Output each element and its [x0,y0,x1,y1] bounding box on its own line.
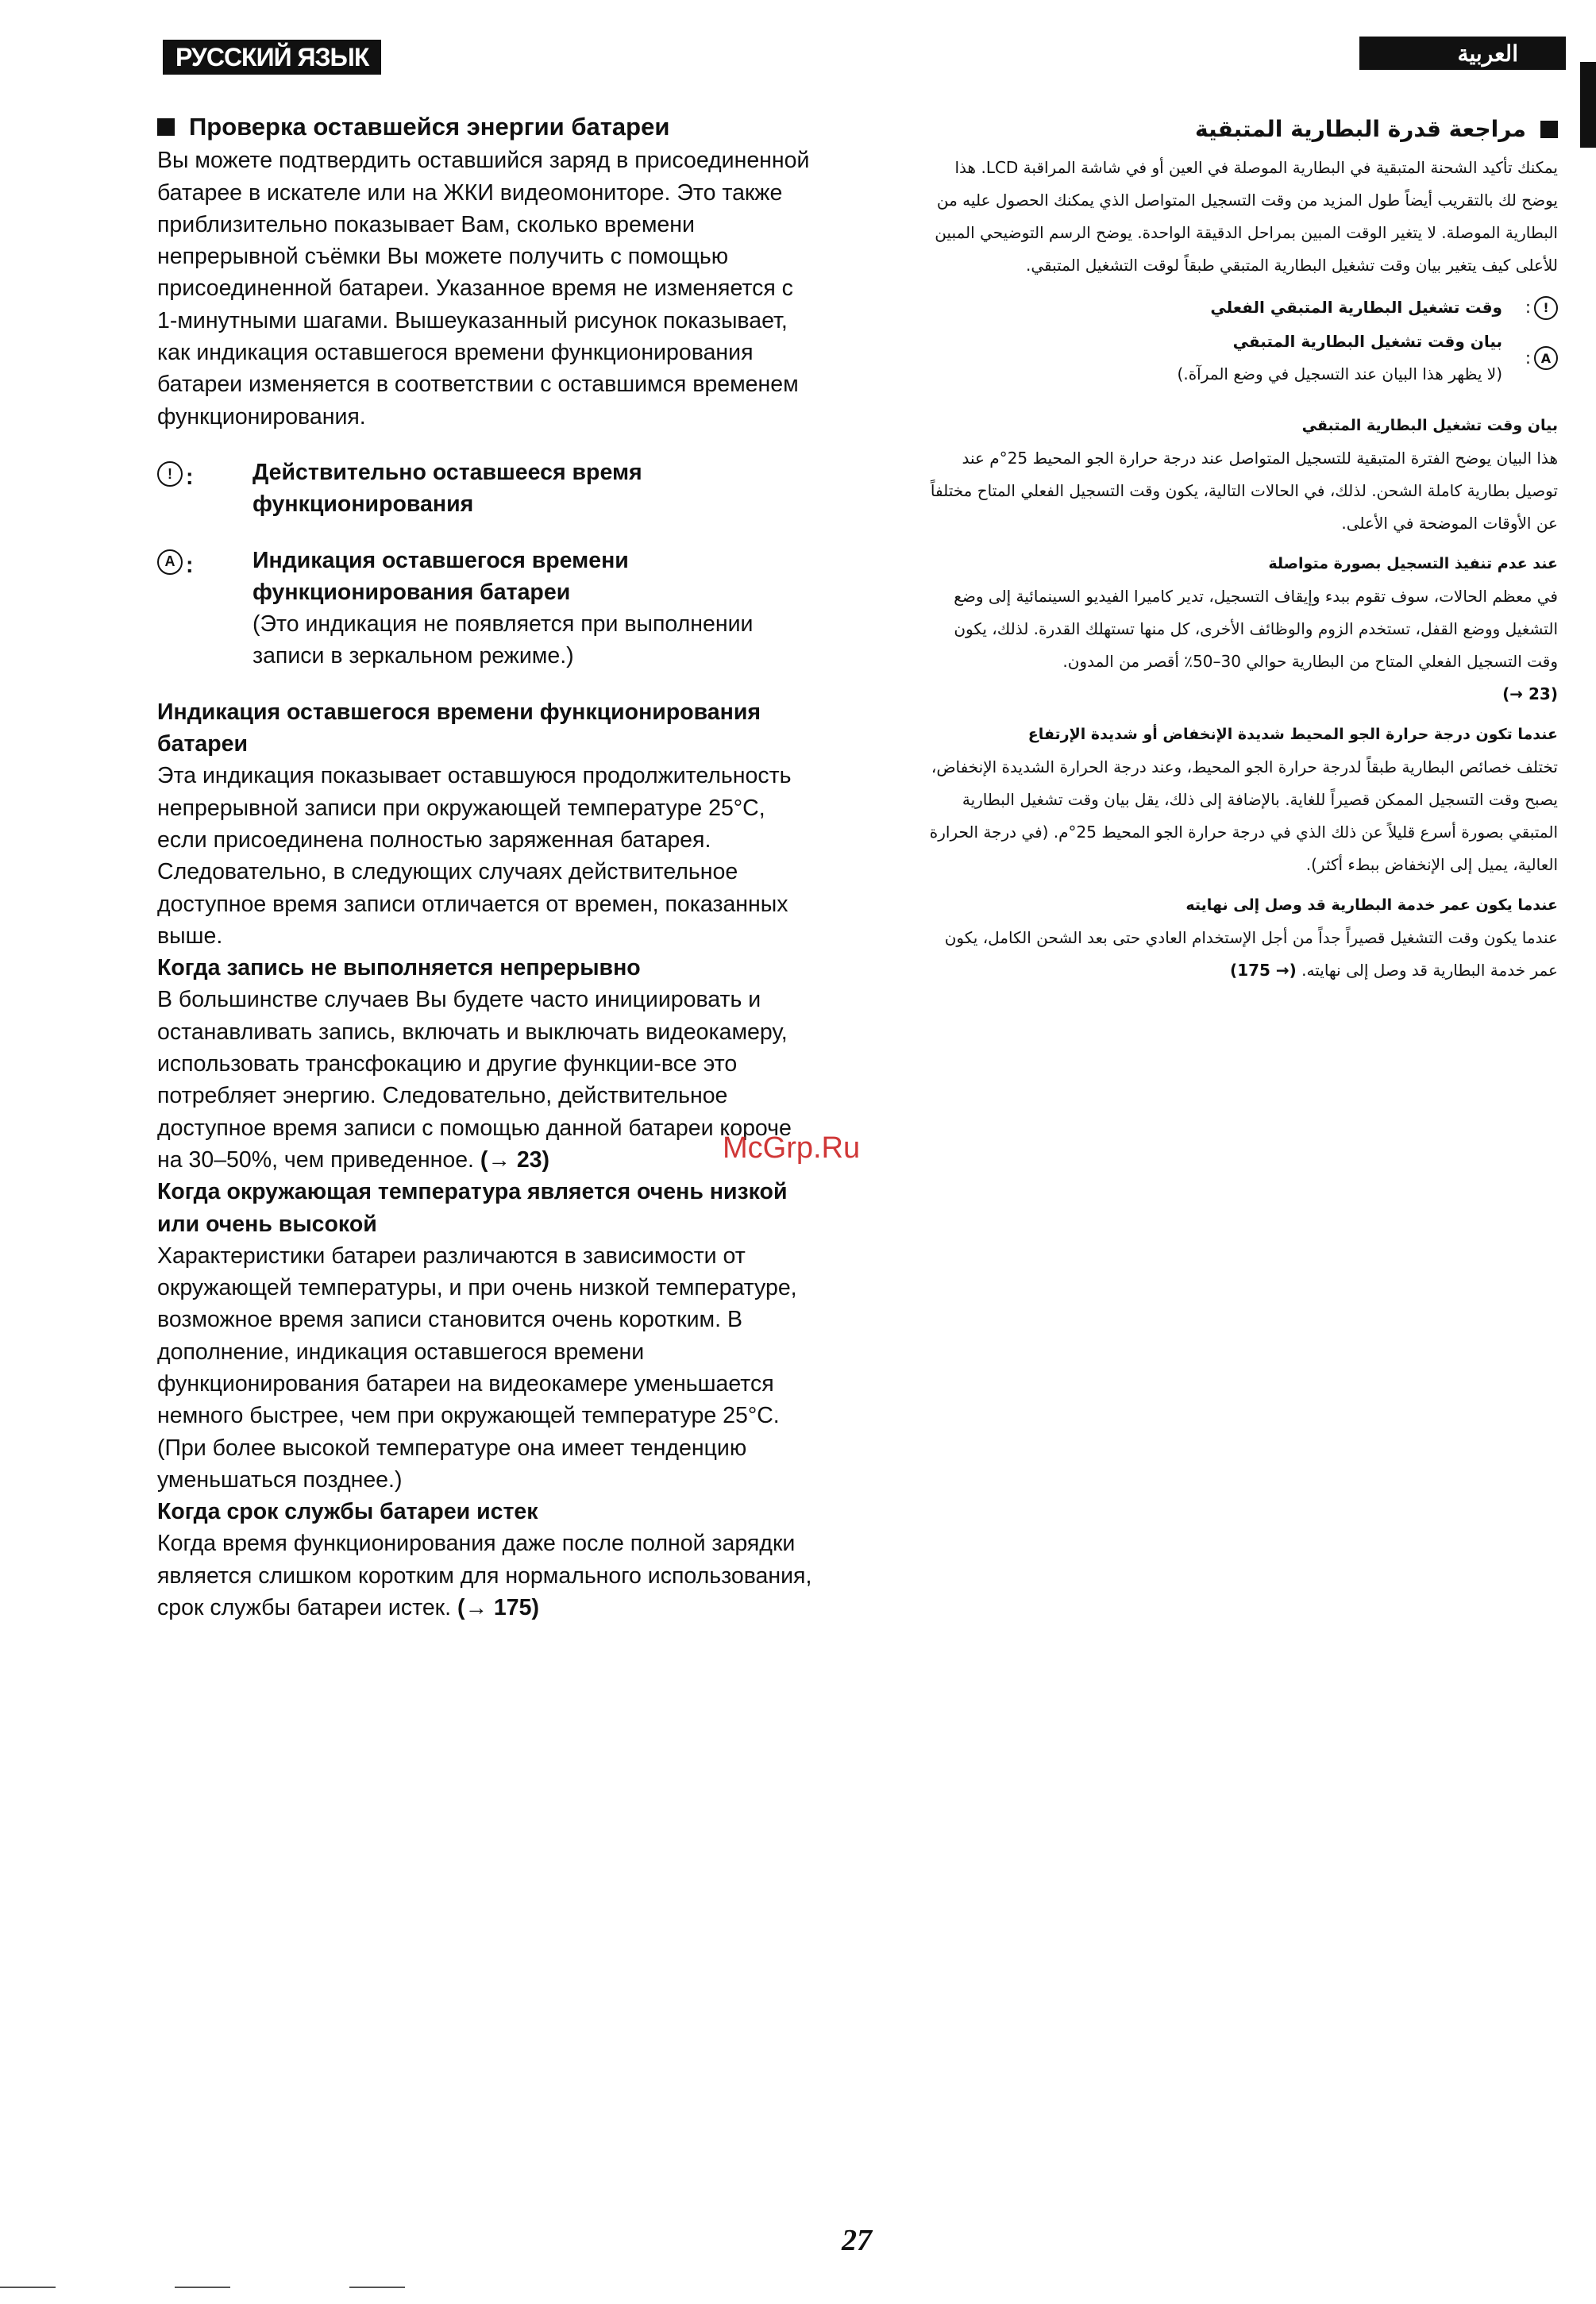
ar-def2-note: (لا يظهر هذا البيان عند التسجيل في وضع المرآة.) [1177,364,1502,383]
ru-sub4-text: Когда время функционирования даже после полной зарядки является слишком коротким для нормального использования, срок службы батареи истек. [157,1531,812,1621]
ru-sub3-text: Характеристики батареи различаются в зависимости от окружающей температуры, и при очень низкой температуре, возможное время записи становится очень коротким. В дополнение, индикация оставшегося времени функционирования батареи на видеокамере уменьшается немного быстрее, чем при окружающей температуре 25°С. (При более высокой температуре она имеет тенденцию уменьшаться позднее.) [157,1243,797,1493]
watermark: McGrp.Ru [723,1131,861,1165]
bottom-scan-artifact [0,2287,476,2288]
arabic-language-tab: العربية [1359,37,1566,70]
ar-def1-title: وقت تشغيل البطارية المتبقي الفعلي [1210,298,1502,317]
ar-heading-text: مراجعة قدرة البطارية المتبقية [1195,116,1526,142]
ru-sub2-page-ref: (→ 23) [480,1146,550,1173]
ru-sub4-paragraph [157,1528,816,1624]
russian-column [157,111,816,1624]
ar-section-heading [921,113,1558,145]
bullet-square-icon [157,118,175,136]
ru-def1-title: Действительно оставшееся время функционирования [253,459,642,518]
ru-definition-indicator: A : Индикация оставшегося времени функционирования батареи (Это индикация не появляется при выполнении записи в зеркальном режиме.) [157,545,816,672]
ar-intro-paragraph: يمكنك تأكيد الشحنة المتبقية في البطارية الموصلة في العين أو في شاشة المراقبة LCD. هذا يوضح لك بالتقريب أيضاً طول المزيد من وقت التسجيل المتواصل الذي يمكنك الحصول عليه من البطارية الموصلة. لا يتغير الوقت المبين بمراحل الدقيقة الواحدة. يوضح الرسم التوضيحي المبين للأعلى كيف يتغير بيان وقت تشغيل البطارية المتبقي طبقاً لوقت التشغيل المتبقي. [935,158,1558,275]
ru-sub2-title: Когда запись не выполняется непрерывно [157,955,641,981]
ru-sub4-page-ref: (→ 175) [457,1595,539,1621]
ru-intro-paragraph: Вы можете подтвердить оставшийся заряд в присоединенной батарее в искателе или на ЖКИ видеомониторе. Это также приблизительно показывает Вам, сколько времени непрерывной съёмки Вы можете получить с помощью присоединенной батареи. Указанное время не изменяется с 1-минутными шагами. Вышеуказанный рисунок показывает, как индикация оставшегося времени функционирования батареи изменяется в соответствии с оставшимся временем функционирования. [157,148,810,430]
ar-sub2-ref-line [921,678,1558,711]
russian-language-tab: РУССКИЙ ЯЗЫК [163,40,381,75]
clock-symbol-icon: ! [1534,296,1558,320]
ar-sub2-title: عند عدم تنفيذ التسجيل بصورة متواصلة [1268,555,1558,572]
ru-sub4-title: Когда срок службы батареи истек [157,1499,538,1525]
circled-a-icon: A [1534,346,1558,370]
clock-symbol-icon: ! [157,461,183,487]
ar-definition-indicator: A : بيان وقت تشغيل البطارية المتبقي (لا يظهر هذا البيان عند التسجيل في وضع المرآة.) [921,326,1558,391]
ar-sub4-text: عندما يكون وقت التشغيل قصيراً جداً من أجل الإستخدام العادي حتى بعد الشحن الكامل، يكون عمر خدمة البطارية قد وصل إلى نهايته. [944,928,1558,980]
bullet-square-icon [1540,121,1558,138]
ru-definition-actual-time: ! : Действительно оставшееся время функционирования [157,457,816,521]
arabic-column [921,113,1558,987]
ar-sub4-title: عندما يكون عمر خدمة البطارية قد وصل إلى نهايته [1185,896,1558,914]
ru-def2-note: (Это индикация не появляется при выполнении записи в зеркальном режиме.) [253,611,754,669]
ru-sub3-title: Когда окружающая температура является очень низкой или очень высокой [157,1179,788,1237]
ru-sub2-text: В большинстве случаев Вы будете часто инициировать и останавливать запись, включать и выключать видеокамеру, использовать трансфокацию и другие функции-все это потребляет энергию. Следовательно, действительное доступное время записи с помощью данной батареи короче на 30–50%, чем приведенное. [157,987,792,1173]
circled-a-icon: A [157,549,183,575]
ru-sub2-paragraph [157,984,816,1176]
ar-sub4-paragraph [921,922,1558,987]
page-edge-marker [1580,62,1596,148]
ru-heading-text: Проверка оставшейся энергии батареи [189,113,670,141]
ar-sub4-page-ref: (175 →) [1230,961,1297,980]
ru-def2-title: Индикация оставшегося времени функционирования батареи [253,547,629,605]
ru-section-heading [157,111,816,143]
ar-sub3-title: عندما تكون درجة حرارة الجو المحيط شديدة الإنخفاض أو شديدة الإرتفاع [1027,726,1558,743]
ar-sub3-text: تختلف خصائص البطارية طبقاً لدرجة حرارة الجو المحيط، وعند درجة الحرارة الشديدة الإنخفاض، يصبح وقت التسجيل الممكن قصيراً للغاية. بالإضافة إلى ذلك، يقل بيان وقت تشغيل البطارية المتبقي بصورة أسرع قليلاً عن ذلك الذي في درجة حرارة الجو المحيط 25°م. (في درجة الحرارة العالية، يميل إلى الإنخفاض ببطء أكثر). [929,757,1558,874]
ru-sub1-title: Индикация оставшегося времени функционирования батареи [157,699,761,757]
page-number: 27 [842,2224,872,2257]
ar-sub2-text: في معظم الحالات، سوف تقوم ببدء وإيقاف التسجيل، تدير كاميرا الفيديو السينمائية إلى وضع التشغيل ووضع القفل، تستخدم الزوم والوظائف الأخرى، كل منها تستهلك القدرة. لذلك، يكون وقت التسجيل الفعلي المتاح من البطارية حوالي 30–50٪ أقصر من المدون. [954,587,1558,671]
ru-sub1-text: Эта индикация показывает оставшуюся продолжительность непрерывной записи при окружающей температуре 25°С, если присоединена полностью заряженная батарея. Следовательно, в следующих случаях действительное доступное время записи отличается от времен, показанных выше. [157,763,792,949]
ar-definition-actual-time: ! : وقت تشغيل البطارية المتبقي الفعلي [921,291,1558,324]
ar-def2-title: بيان وقت تشغيل البطارية المتبقي [1232,332,1502,351]
ar-sub1-text: هذا البيان يوضح الفترة المتبقية للتسجيل المتواصل عند درجة حرارة الجو المحيط 25°م عند توصيل بطارية كاملة الشحن. لذلك، في الحالات التالية، يكون وقت التسجيل الفعلي المتاح مختلفاً عن الأوقات الموضحة في الأعلى. [930,449,1558,533]
ar-sub2-page-ref: (→ 23) [1502,684,1558,703]
ar-sub1-title: بيان وقت تشغيل البطارية المتبقي [1301,417,1558,434]
